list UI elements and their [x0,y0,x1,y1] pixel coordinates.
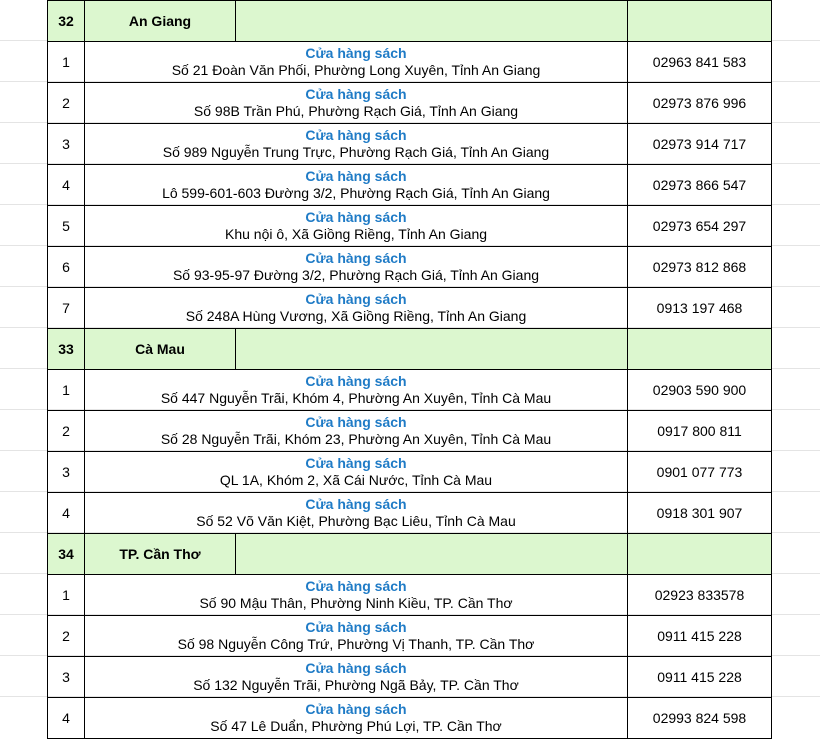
store-title: Cửa hàng sách [305,701,407,717]
store-phone: 02973 876 996 [628,83,772,124]
province-number: 32 [48,1,85,42]
table-row [48,42,772,83]
store-info [85,288,628,329]
store-info [85,370,628,411]
store-title: Cửa hàng sách [305,455,407,471]
province-header-empty-cell [628,534,772,575]
store-phone: 02963 841 583 [628,42,772,83]
store-phone: 0901 077 773 [628,452,772,493]
store-address: Số 248A Hùng Vương, Xã Giồng Riềng, Tỉnh An Giang [185,308,527,324]
store-address: Số 447 Nguyễn Trãi, Khóm 4, Phường An Xuyên, Tỉnh Cà Mau [160,390,552,406]
store-title: Cửa hàng sách [305,414,407,430]
store-address: Số 132 Nguyễn Trãi, Phường Ngã Bảy, TP. Cần Thơ [193,677,519,693]
store-index: 5 [48,206,85,247]
store-index: 1 [48,42,85,83]
store-index: 3 [48,657,85,698]
store-address: Số 93-95-97 Đường 3/2, Phường Rạch Giá, Tỉnh An Giang [172,267,540,283]
province-header-empty-cell [236,534,628,575]
store-address: Số 52 Võ Văn Kiệt, Phường Bạc Liêu, Tỉnh Cà Mau [196,513,516,529]
province-header-empty-cell [236,329,628,370]
table-row [48,165,772,206]
table-row [48,206,772,247]
store-title: Cửa hàng sách [305,45,407,61]
store-title: Cửa hàng sách [305,209,407,225]
store-info [85,83,628,124]
store-title: Cửa hàng sách [305,250,407,266]
table-row [48,124,772,165]
store-phone: 0917 800 811 [628,411,772,452]
store-phone: 0911 415 228 [628,616,772,657]
table-row [48,411,772,452]
store-index: 6 [48,247,85,288]
store-phone: 02993 824 598 [628,698,772,739]
store-address: Số 98B Trần Phú, Phường Rạch Giá, Tỉnh An Giang [193,103,519,119]
store-address: Số 47 Lê Duẩn, Phường Phú Lợi, TP. Cần Thơ [210,718,502,734]
store-index: 2 [48,83,85,124]
table-row [48,452,772,493]
store-info [85,42,628,83]
store-info [85,452,628,493]
province-header-empty-cell [236,1,628,42]
province-header-empty-cell [628,329,772,370]
store-phone: 02903 590 900 [628,370,772,411]
store-address: Số 98 Nguyễn Công Trứ, Phường Vị Thanh, TP. Cần Thơ [177,636,535,652]
table-row [48,247,772,288]
store-address: Lô 599-601-603 Đường 3/2, Phường Rạch Giá, Tỉnh An Giang [162,185,550,201]
store-info [85,206,628,247]
store-phone: 02973 812 868 [628,247,772,288]
store-info [85,411,628,452]
province-header-row [48,329,772,370]
store-index: 4 [48,698,85,739]
store-title: Cửa hàng sách [305,373,407,389]
store-title: Cửa hàng sách [305,660,407,676]
province-name: TP. Cần Thơ [85,534,236,575]
store-info [85,165,628,206]
table-row [48,370,772,411]
store-address: QL 1A, Khóm 2, Xã Cái Nước, Tỉnh Cà Mau [219,472,493,488]
province-header-row [48,1,772,42]
store-info [85,575,628,616]
province-header-row [48,534,772,575]
store-phone: 0911 415 228 [628,657,772,698]
store-index: 1 [48,575,85,616]
store-address: Khu nội ô, Xã Giồng Riềng, Tỉnh An Giang [224,226,488,242]
table-row [48,698,772,739]
store-address: Số 90 Mậu Thân, Phường Ninh Kiều, TP. Cần Thơ [199,595,513,611]
store-title: Cửa hàng sách [305,619,407,635]
province-name: An Giang [85,1,236,42]
store-info [85,616,628,657]
store-title: Cửa hàng sách [305,86,407,102]
store-title: Cửa hàng sách [305,578,407,594]
store-phone: 02973 914 717 [628,124,772,165]
store-phone: 0913 197 468 [628,288,772,329]
store-phone: 02973 654 297 [628,206,772,247]
store-info [85,657,628,698]
store-title: Cửa hàng sách [305,291,407,307]
store-address: Số 989 Nguyễn Trung Trực, Phường Rạch Giá, Tỉnh An Giang [162,144,550,160]
store-index: 1 [48,370,85,411]
store-address: Số 28 Nguyễn Trãi, Khóm 23, Phường An Xuyên, Tỉnh Cà Mau [160,431,552,447]
store-info [85,493,628,534]
store-phone: 02923 833578 [628,575,772,616]
store-index: 3 [48,452,85,493]
store-index: 2 [48,616,85,657]
table-row [48,493,772,534]
store-info [85,698,628,739]
province-header-empty-cell [628,1,772,42]
province-number: 33 [48,329,85,370]
store-list-body [48,1,772,739]
table-row [48,575,772,616]
store-title: Cửa hàng sách [305,168,407,184]
province-name: Cà Mau [85,329,236,370]
store-phone: 02973 866 547 [628,165,772,206]
province-number: 34 [48,534,85,575]
table-row [48,657,772,698]
store-index: 4 [48,493,85,534]
table-row [48,616,772,657]
store-info [85,124,628,165]
store-title: Cửa hàng sách [305,496,407,512]
store-list-table [47,0,772,739]
store-index: 2 [48,411,85,452]
store-title: Cửa hàng sách [305,127,407,143]
store-index: 3 [48,124,85,165]
store-index: 4 [48,165,85,206]
table-row [48,83,772,124]
store-phone: 0918 301 907 [628,493,772,534]
table-row [48,288,772,329]
store-address: Số 21 Đoàn Văn Phối, Phường Long Xuyên, Tỉnh An Giang [171,62,541,78]
store-index: 7 [48,288,85,329]
store-info [85,247,628,288]
